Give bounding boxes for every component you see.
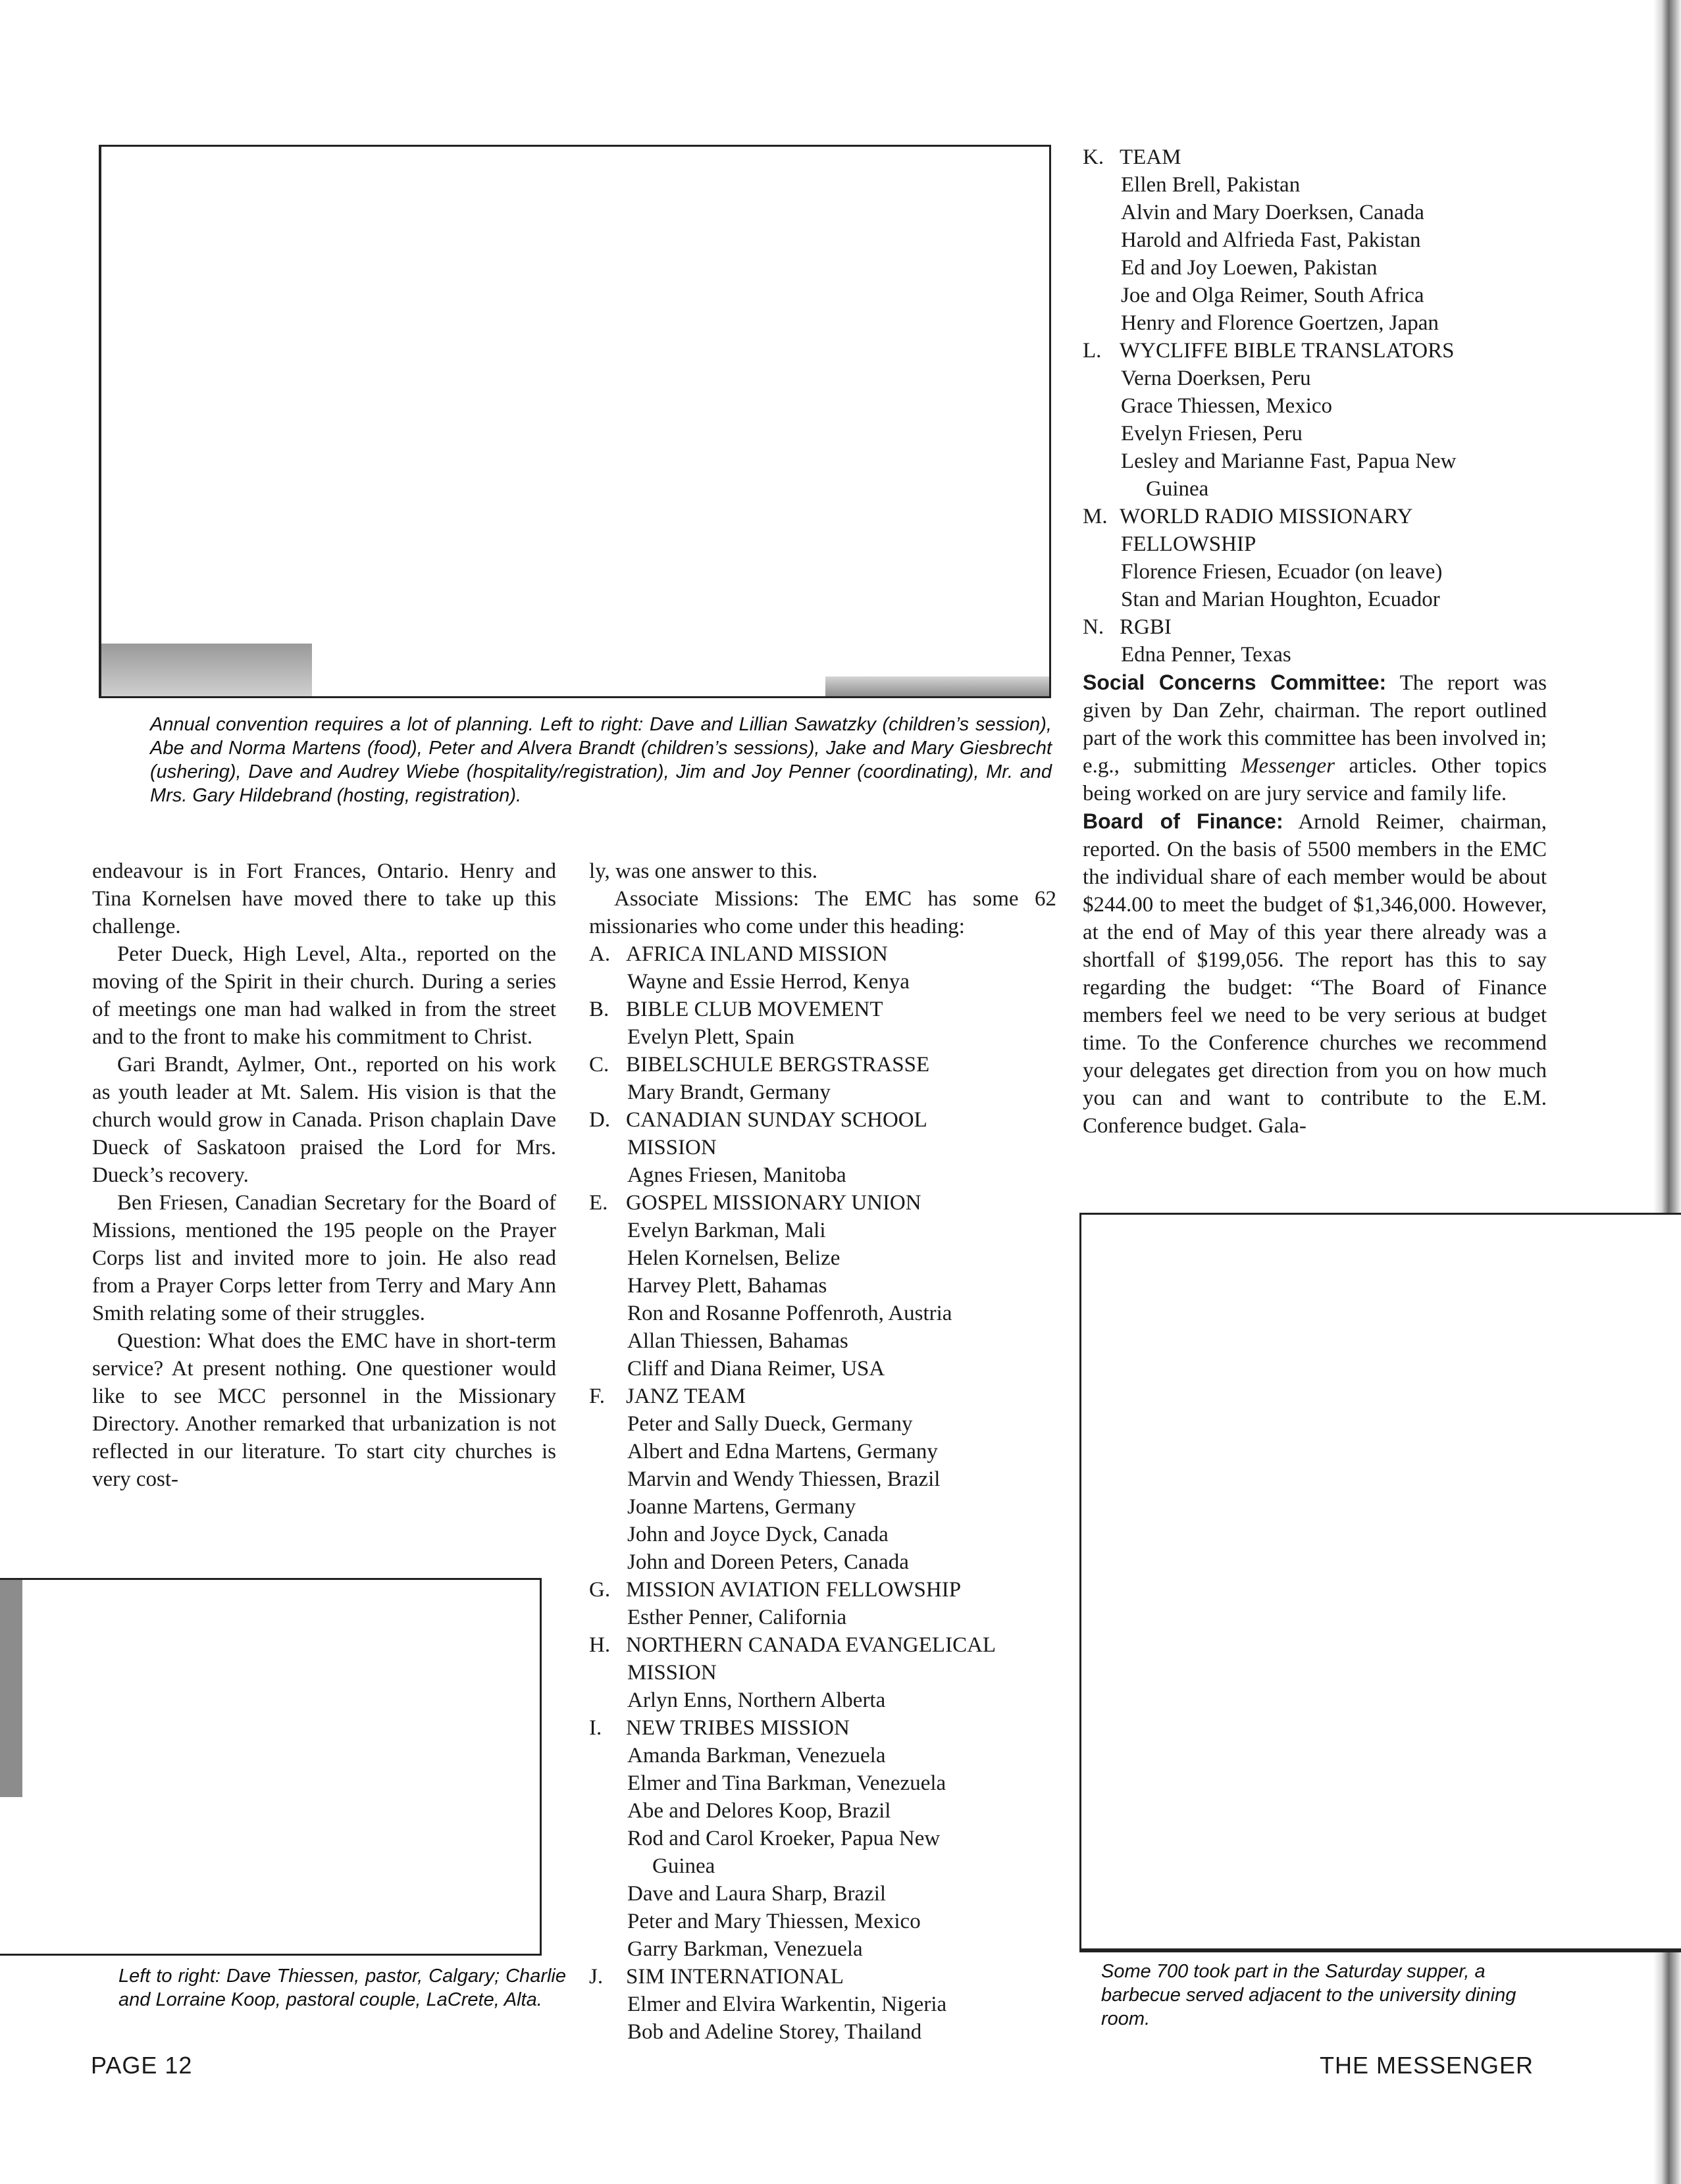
missionary-entry: Agnes Friesen, Manitoba <box>627 1163 846 1187</box>
missionary-entry: Evelyn Plett, Spain <box>627 1025 794 1049</box>
paragraph: ly, was one answer to this. <box>589 859 818 883</box>
mission-letter: L. <box>1083 339 1102 363</box>
missionary-entry: Stan and Marian Houghton, Ecuador <box>1121 588 1440 611</box>
missionary-entry-continued: Guinea <box>652 1854 715 1878</box>
missionary-entry: Verna Doerksen, Peru <box>1121 367 1311 390</box>
mission-name: BIBELSCHULE BERGSTRASSE <box>626 1053 930 1077</box>
mission-name: NEW TRIBES MISSION <box>626 1716 850 1740</box>
mission-name: CANADIAN SUNDAY SCHOOL <box>626 1108 927 1132</box>
missionary-entry-continued: Guinea <box>1146 477 1209 501</box>
mission-heading <box>1083 613 1547 641</box>
mission-letter: D. <box>589 1108 611 1132</box>
missionary-entry: Wayne and Essie Herrod, Kenya <box>627 970 910 994</box>
mission-heading <box>589 1963 1056 1991</box>
publication-name: THE MESSENGER <box>1320 2052 1534 2079</box>
mission-letter: M. <box>1083 505 1108 528</box>
mission-name: AFRICA INLAND MISSION <box>626 942 888 966</box>
mission-heading <box>589 1383 1056 1410</box>
missionary-entry: Esther Penner, California <box>627 1606 847 1629</box>
missionary-entry: Mary Brandt, Germany <box>627 1080 831 1104</box>
mission-letter: F. <box>589 1384 605 1408</box>
pastors-photo <box>0 1578 542 1956</box>
missionary-entry: Harvey Plett, Bahamas <box>627 1274 827 1298</box>
missionary-entry: Abe and Delores Koop, Brazil <box>627 1799 891 1823</box>
article-column-3 <box>1083 143 1547 1140</box>
paragraph: Peter Dueck, High Level, Alta., reported on the moving of the Spirit in their church. During a series of meetings one man had walked in from the street and to the front to make his commitment to Christ. <box>92 942 556 1049</box>
missionary-entry: Henry and Florence Goertzen, Japan <box>1121 311 1439 335</box>
convention-planners-photo <box>99 145 1051 698</box>
article-column-1 <box>92 857 556 1493</box>
mission-letter: J. <box>589 1965 604 1989</box>
missionary-entry: Florence Friesen, Ecuador (on leave) <box>1121 560 1443 584</box>
mission-letter: B. <box>589 998 609 1021</box>
social-concerns-paragraph: Social Concerns Committee: The report was given by Dan Zehr, chairman. The report outlined part of the work this committee has been involved in; e.g., submitting Messenger articles. Other topics being worked on are jury service and family life. <box>1083 671 1547 805</box>
mission-name-continued: FELLOWSHIP <box>1121 532 1256 556</box>
missionary-entry: Elmer and Elvira Warkentin, Nigeria <box>627 1993 947 2016</box>
mission-heading <box>589 1714 1056 1742</box>
missionary-entry: Garry Barkman, Venezuela <box>627 1937 863 1961</box>
photo-fragment <box>825 676 1049 696</box>
missionary-entry: Ron and Rosanne Poffenroth, Austria <box>627 1302 952 1325</box>
missionary-entry: John and Doreen Peters, Canada <box>627 1550 909 1574</box>
missionary-entry: Ed and Joy Loewen, Pakistan <box>1121 256 1378 280</box>
photo-fragment <box>101 644 312 696</box>
missionary-entry: Joe and Olga Reimer, South Africa <box>1121 284 1424 307</box>
missionary-entry: Evelyn Barkman, Mali <box>627 1219 826 1242</box>
missionary-entry: Lesley and Marianne Fast, Papua New <box>1121 449 1457 473</box>
mission-name: WORLD RADIO MISSIONARY <box>1120 505 1413 528</box>
missionary-entry: Albert and Edna Martens, Germany <box>627 1440 938 1463</box>
caption-pastors: Left to right: Dave Thiessen, pastor, Calgary; Charlie and Lorraine Koop, pastoral couple, LaCrete, Alta. <box>118 1966 566 2010</box>
mission-heading <box>589 940 1056 968</box>
mission-name: WYCLIFFE BIBLE TRANSLATORS <box>1120 339 1455 363</box>
mission-name: RGBI <box>1120 615 1172 639</box>
mission-heading <box>1083 503 1547 530</box>
article-column-2 <box>589 857 1056 2046</box>
mission-name-continued: MISSION <box>627 1661 717 1685</box>
mission-name: NORTHERN CANADA EVANGELICAL <box>626 1633 996 1657</box>
missionary-entry: Arlyn Enns, Northern Alberta <box>627 1689 886 1712</box>
missionary-entry: Elmer and Tina Barkman, Venezuela <box>627 1771 946 1795</box>
missionary-entry: Allan Thiessen, Bahamas <box>627 1329 848 1353</box>
missionary-entry: Grace Thiessen, Mexico <box>1121 394 1333 418</box>
paragraph: Ben Friesen, Canadian Secretary for the Board of Missions, mentioned the 195 people on the Prayer Corps list and invited more to join. He also read from a Prayer Corps letter from Terry and Mary Ann Smith relating some of their struggles. <box>92 1191 556 1325</box>
saturday-supper-photo <box>1079 1213 1681 1952</box>
missionary-entry: Rod and Carol Kroeker, Papua New <box>627 1827 941 1850</box>
mission-heading <box>589 1106 1056 1134</box>
missionary-entry: Marvin and Wendy Thiessen, Brazil <box>627 1467 941 1491</box>
missionary-entry: Helen Kornelsen, Belize <box>627 1246 840 1270</box>
mission-name: SIM INTERNATIONAL <box>626 1965 844 1989</box>
missionary-entry: Dave and Laura Sharp, Brazil <box>627 1882 887 1906</box>
page-number: PAGE 12 <box>91 2052 193 2079</box>
mission-letter: N. <box>1083 615 1104 639</box>
mission-name-continued: MISSION <box>627 1136 717 1159</box>
mission-name: BIBLE CLUB MOVEMENT <box>626 998 883 1021</box>
paragraph: Associate Missions: The EMC has some 62 missionaries who come under this heading: <box>589 887 1056 938</box>
mission-letter: K. <box>1083 145 1104 169</box>
missionary-entry: Amanda Barkman, Venezuela <box>627 1744 886 1767</box>
mission-letter: E. <box>589 1191 608 1215</box>
mission-name: TEAM <box>1120 145 1181 169</box>
missionary-entry: Evelyn Friesen, Peru <box>1121 422 1303 445</box>
missionary-entry: Joanne Martens, Germany <box>627 1495 856 1519</box>
missionary-entry: Alvin and Mary Doerksen, Canada <box>1121 201 1424 224</box>
section-label: Social Concerns Committee: <box>1083 671 1387 694</box>
board-of-finance-paragraph: Board of Finance: Arnold Reimer, chairman, reported. On the basis of 5500 members in the EMC the individual share of each member would be about $244.00 to meet the budget of $1,346,000. However, at the end of May of this year there already was a shortfall of $199,056. The report has this to say regarding the budget: “The Board of Finance members feel we need to be very serious at budget time. To the Conference churches we recommend your delegates get direction from you on how much you can and want to contribute to the E.M. Conference budget. Gala- <box>1083 809 1547 1138</box>
mission-name: GOSPEL MISSIONARY UNION <box>626 1191 921 1215</box>
caption-planning-committee: Annual convention requires a lot of planning. Left to right: Dave and Lillian Sawatzky (children’s session), Abe and Norma Martens (food), Peter and Alvera Brandt (children’s sessions), Jake and Mary Giesbrecht (ushering), Dave and Audrey Wiebe (hospitality/registration), Jim and Joy Penner (coordinating), Mr. and Mrs. Gary Hildebrand (hosting, registration). <box>150 714 1052 806</box>
mission-heading <box>1083 337 1547 365</box>
missionary-entry: Harold and Alfrieda Fast, Pakistan <box>1121 228 1421 252</box>
mission-name: MISSION AVIATION FELLOWSHIP <box>626 1578 962 1602</box>
missionary-entry: Cliff and Diana Reimer, USA <box>627 1357 885 1381</box>
associate-missions-list <box>589 940 1056 2046</box>
mission-letter: G. <box>589 1578 611 1602</box>
missionary-entry: Ellen Brell, Pakistan <box>1121 173 1301 197</box>
missionary-entry: Peter and Sally Dueck, Germany <box>627 1412 913 1436</box>
mission-heading <box>589 1631 1056 1659</box>
mission-heading <box>589 1051 1056 1079</box>
section-label: Board of Finance: <box>1083 809 1283 833</box>
photo-fragment <box>0 1580 22 1797</box>
mission-heading <box>589 1576 1056 1604</box>
mission-letter: C. <box>589 1053 609 1077</box>
missionary-entry: Peter and Mary Thiessen, Mexico <box>627 1910 921 1933</box>
paragraph: Question: What does the EMC have in short-term service? At present nothing. One questioner would like to see MCC personnel in the Missionary Directory. Another remarked that urbanization is not reflected in our literature. To start city churches is very cost- <box>92 1329 556 1491</box>
missionary-entry: John and Joyce Dyck, Canada <box>627 1523 889 1546</box>
mission-letter: A. <box>589 942 611 966</box>
mission-heading <box>589 996 1056 1023</box>
paragraph: endeavour is in Fort Frances, Ontario. Henry and Tina Kornelsen have moved there to take up this challenge. <box>92 859 556 938</box>
mission-heading <box>589 1189 1056 1217</box>
missionary-entry: Bob and Adeline Storey, Thailand <box>627 2020 922 2044</box>
caption-saturday-supper: Some 700 took part in the Saturday supper, a barbecue served adjacent to the university dining room. <box>1101 1961 1516 2029</box>
paragraph: Gari Brandt, Aylmer, Ont., reported on his work as youth leader at Mt. Salem. His vision is that the church would grow in Canada. Prison chaplain Dave Dueck of Saskatoon praised the Lord for Mrs. Dueck’s recovery. <box>92 1053 556 1187</box>
mission-letter: I. <box>589 1716 602 1740</box>
mission-heading <box>1083 143 1547 171</box>
mission-name: JANZ TEAM <box>626 1384 746 1408</box>
associate-missions-list-continued <box>1083 143 1547 669</box>
missionary-entry: Edna Penner, Texas <box>1121 643 1291 667</box>
mission-letter: H. <box>589 1633 611 1657</box>
